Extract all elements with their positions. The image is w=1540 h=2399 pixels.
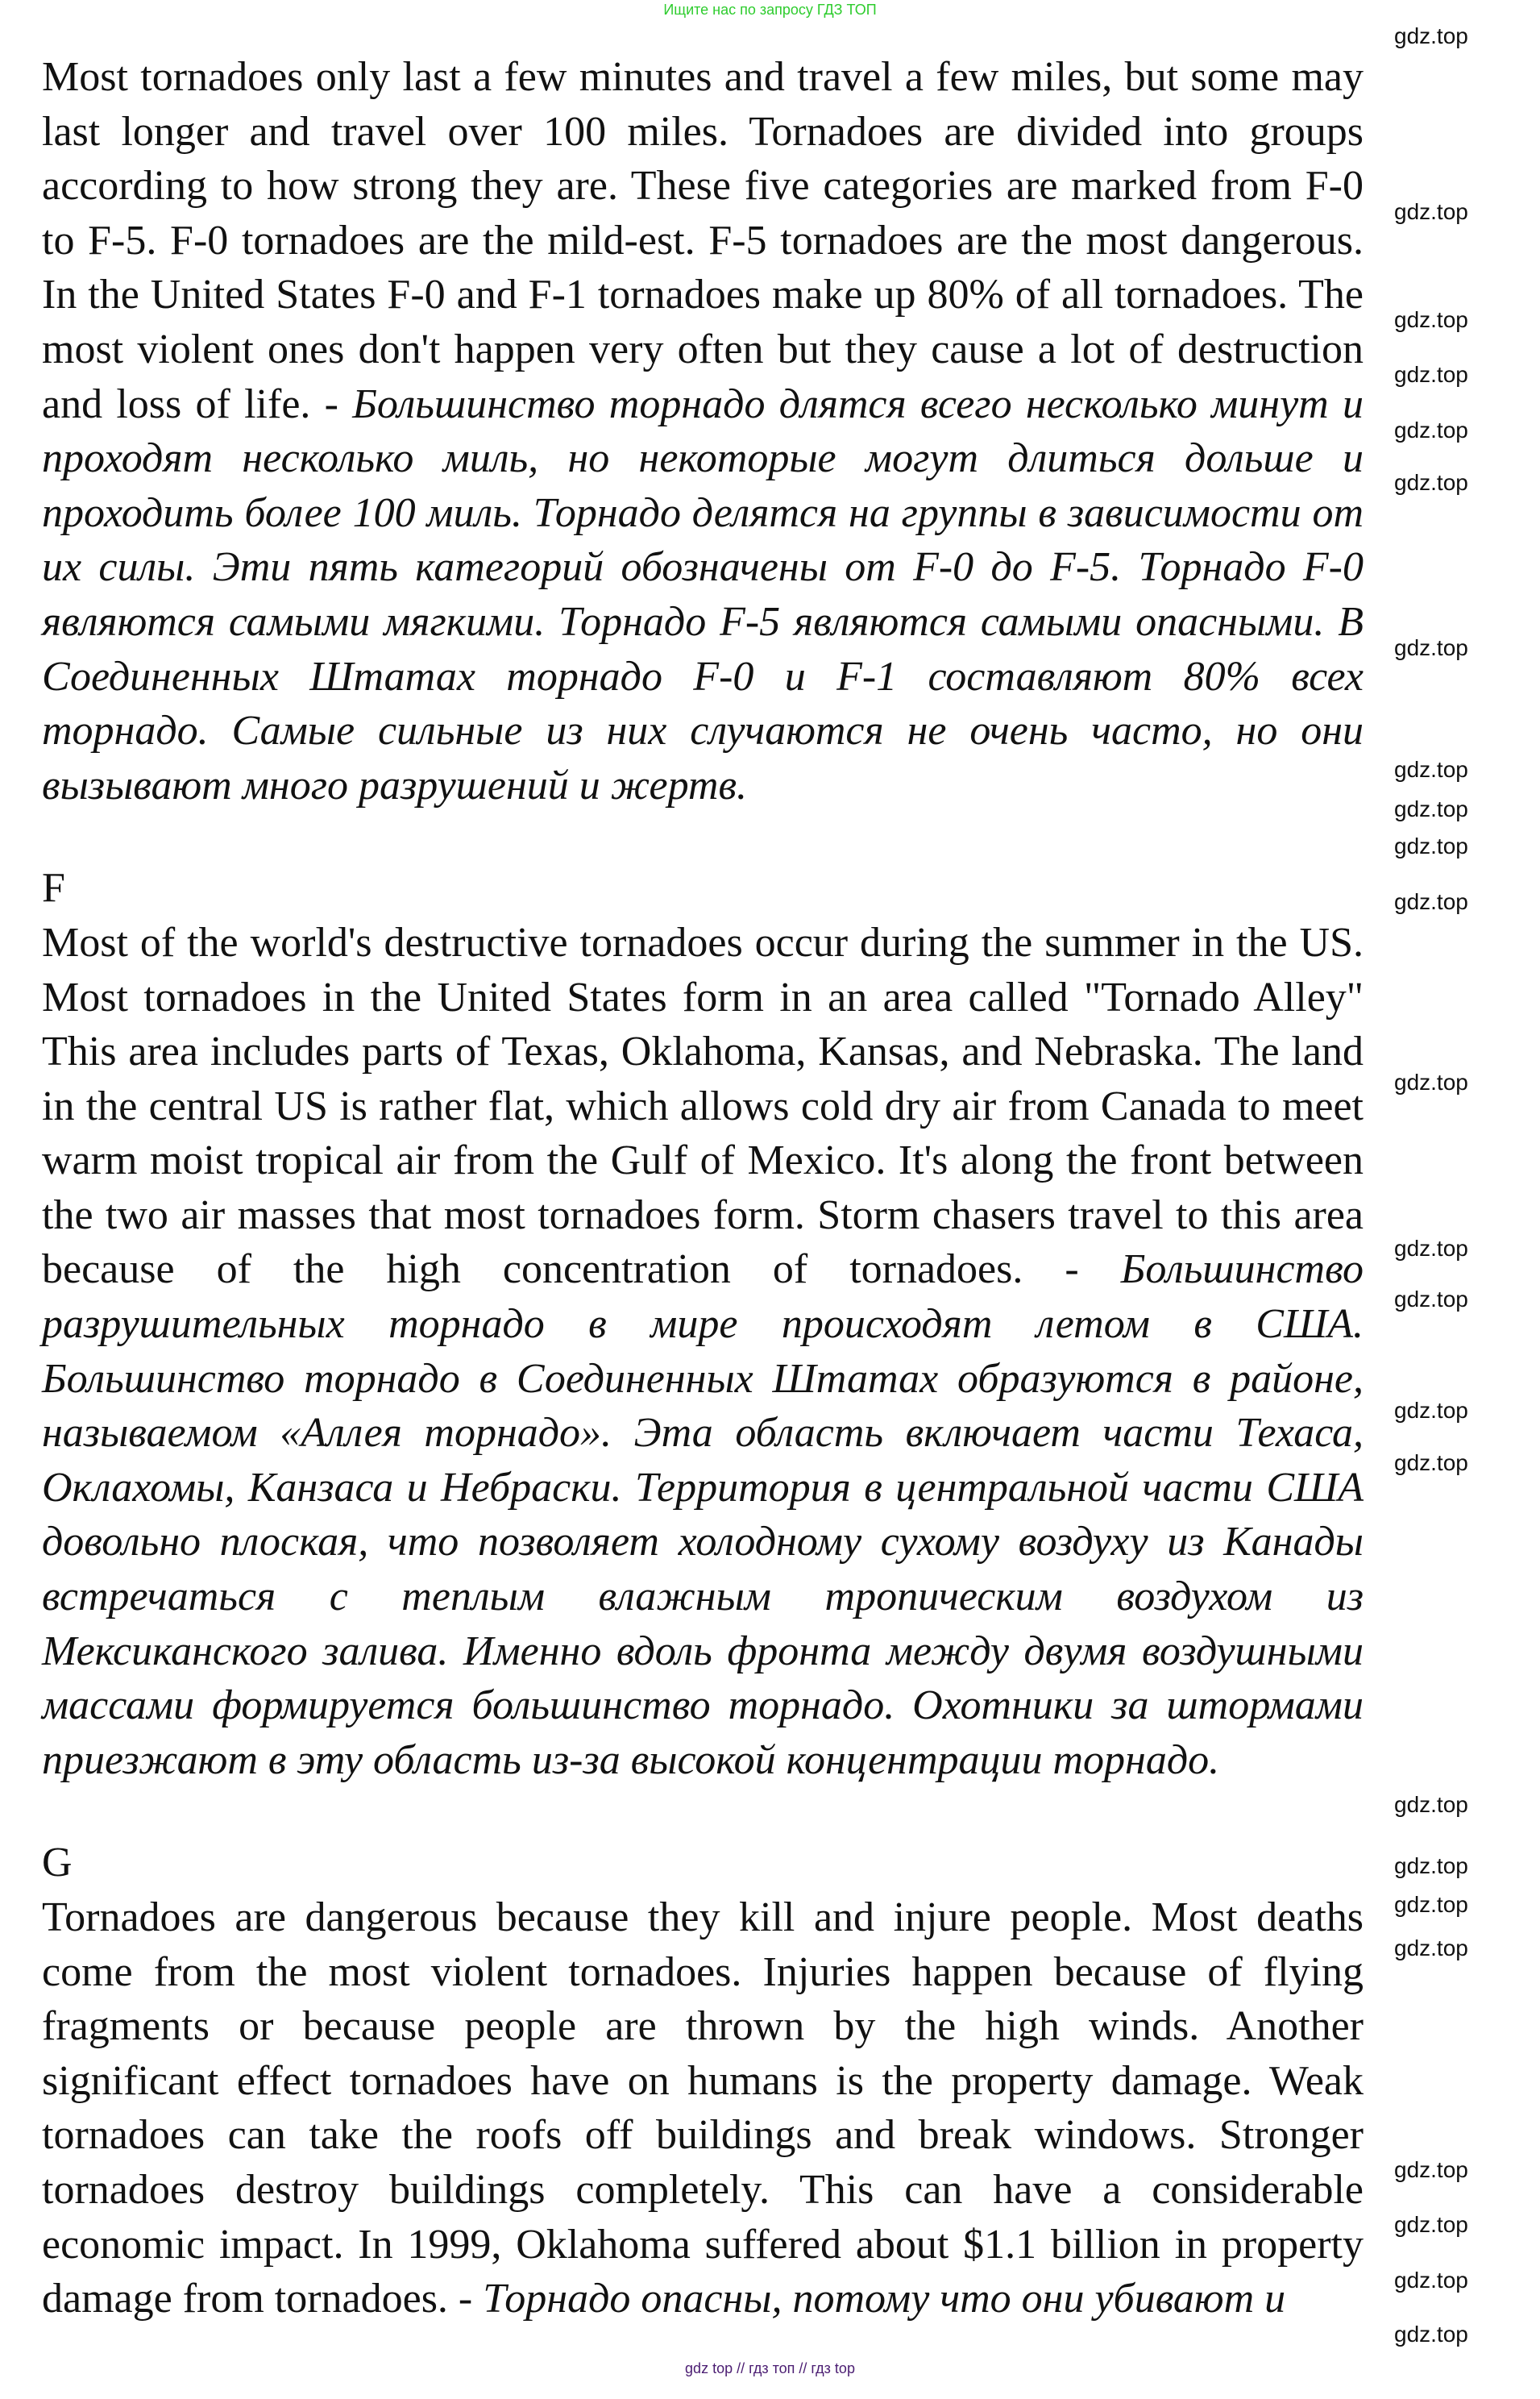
russian-translation: Большинство торнадо длятся всего несколько минут и проходят несколько миль, но некоторые могут длиться дольше и проходить более 100 миль. Торнадо делятся на группы в зависимости от их силы. Эти пять категорий обозначены от F-0 до F-5. Торнадо F-0 являются самыми мягкими. Торнадо F-5 являются самыми опасными. В Соединенных Штатах торнадо F-0 и F-1 составляют 80% всех торнадо. Самые сильные из них случаются не очень часто, но они вызывают много разрушений и жертв. bbox=[42, 380, 1364, 809]
section-letter-f: F bbox=[42, 865, 65, 912]
watermark: gdz.top bbox=[1394, 889, 1468, 914]
header-banner: Ищите нас по запросу ГДЗ ТОП bbox=[663, 2, 877, 18]
english-text: Tornadoes are dangerous because they kill and injure people. Most deaths come from the most violent tornadoes. Injuries happen because of flying fragments or because people are thrown by the high winds. Another significant effect tornadoes have on humans is the property damage. Weak tornadoes can take the roofs off buildings and break windows. Stronger tornadoes destroy buildings completely. This can have a considerable economic impact. In 1999, Oklahoma suffered about $1.1 billion in property damage from tornadoes. - bbox=[42, 1894, 1364, 2322]
footer-banner: gdz top // гдз топ // гдз top bbox=[685, 2360, 855, 2376]
watermark: gdz.top bbox=[1394, 2268, 1468, 2293]
watermark: gdz.top bbox=[1394, 796, 1468, 821]
watermark: gdz.top bbox=[1394, 362, 1468, 387]
paragraph-e bbox=[42, 50, 1364, 813]
watermark: gdz.top bbox=[1394, 2322, 1468, 2347]
watermark: gdz.top bbox=[1394, 1853, 1468, 1878]
watermark: gdz.top bbox=[1394, 1892, 1468, 1917]
watermark: gdz.top bbox=[1394, 2157, 1468, 2182]
russian-translation: Большинство разрушительных торнадо в мире происходят летом в США. Большинство торнадо в Соединенных Штатах образуются в районе, называемом «Аллея торнадо». Эта область включает части Техаса, Оклахомы, Канзаса и Небраски. Территория в центральной части США довольно плоская, что позволяет холодному сухому воздуху из Канады встречаться с теплым влажным тропическим воздухом из Мексиканского залива. Именно вдоль фронта между двумя воздушными массами формируется большинство торнадо. Охотники за штормами приезжают в эту область из-за высокой концентрации торнадо. bbox=[42, 1246, 1364, 1783]
english-text: Most of the world's destructive tornadoes occur during the summer in the US. Most tornadoes in the United States form in an area called "Tornado Alley" This area includes parts of Texas, Oklahoma, Kansas, and Nebraska. The land in the central US is rather flat, which allows cold dry air from Canada to meet warm moist tropical air from the Gulf of Mexico. It's along the front between the two air masses that most tornadoes form. Storm chasers travel to this area because of the high concentration of tornadoes. - bbox=[42, 919, 1364, 1293]
watermark: gdz.top bbox=[1394, 418, 1468, 443]
watermark: gdz.top bbox=[1394, 1450, 1468, 1475]
watermark: gdz.top bbox=[1394, 307, 1468, 332]
watermark: gdz.top bbox=[1394, 199, 1468, 224]
paragraph-g bbox=[42, 1890, 1364, 2326]
watermark: gdz.top bbox=[1394, 635, 1468, 660]
watermark: gdz.top bbox=[1394, 1792, 1468, 1817]
section-letter-g: G bbox=[42, 1840, 73, 1886]
watermark: gdz.top bbox=[1394, 1935, 1468, 1960]
watermark: gdz.top bbox=[1394, 834, 1468, 859]
watermark: gdz.top bbox=[1394, 1070, 1468, 1095]
russian-translation: Торнадо опасны, потому что они убивают и bbox=[483, 2276, 1286, 2322]
watermark: gdz.top bbox=[1394, 470, 1468, 495]
watermark: gdz.top bbox=[1394, 23, 1468, 48]
watermark: gdz.top bbox=[1394, 1236, 1468, 1261]
watermark: gdz.top bbox=[1394, 2212, 1468, 2237]
watermark: gdz.top bbox=[1394, 1398, 1468, 1423]
paragraph-f bbox=[42, 916, 1364, 1788]
english-text: Most tornadoes only last a few minutes and travel a few miles, but some may last longer and travel over 100 miles. Tornadoes are divided into groups according to how strong they are. These five categories are marked from F-0 to F-5. F-0 tornadoes are the mild-est. F-5 tornadoes are the most dangerous. In the United States F-0 and F-1 tornadoes make up 80% of all tornadoes. The most violent ones don't happen very often but they cause a lot of destruction and loss of life. - bbox=[42, 54, 1364, 427]
watermark: gdz.top bbox=[1394, 757, 1468, 782]
watermark: gdz.top bbox=[1394, 1287, 1468, 1312]
